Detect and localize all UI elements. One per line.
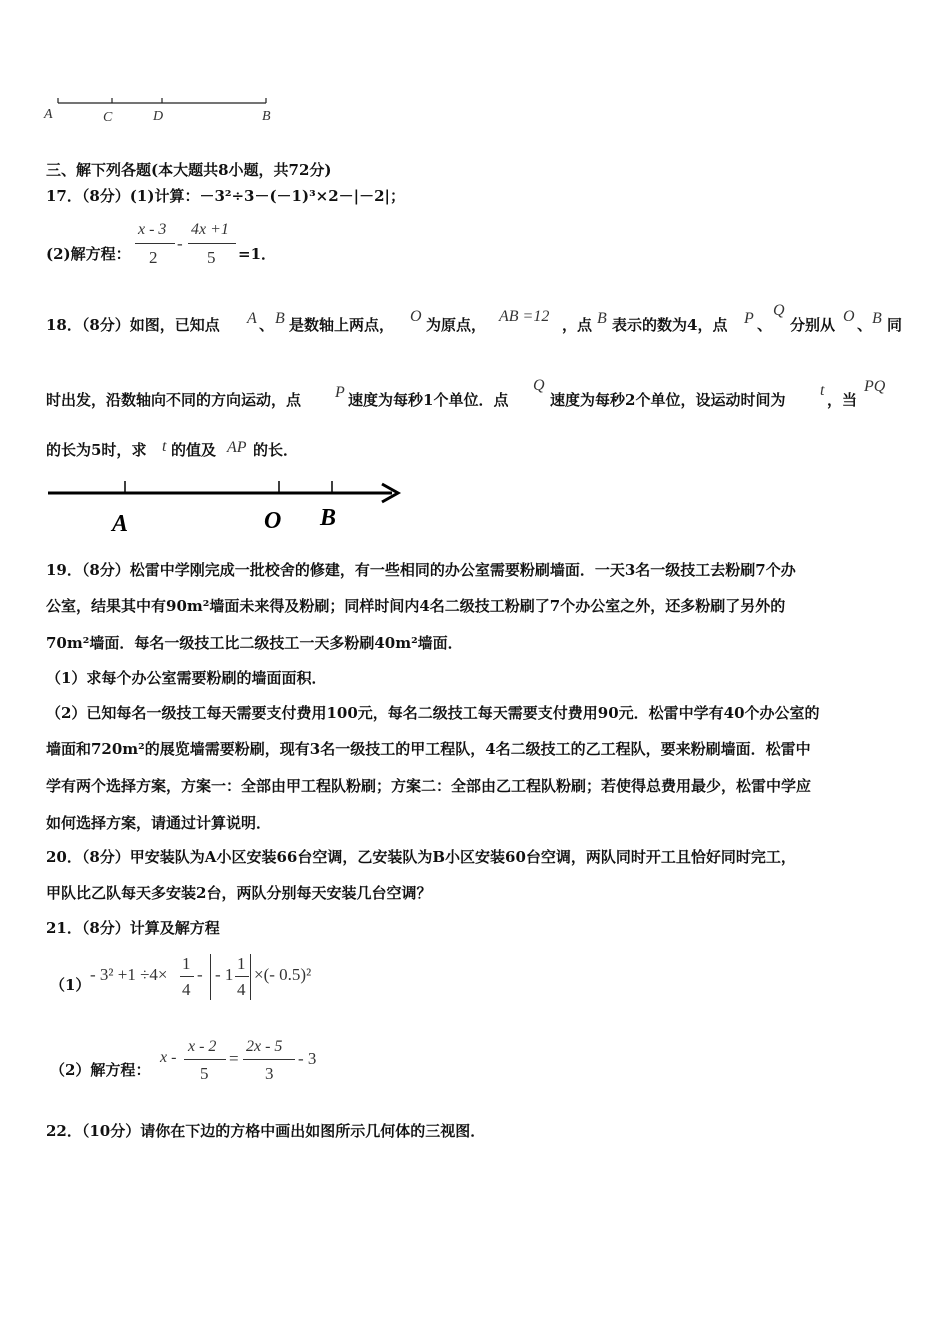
q18-sep3: 、 xyxy=(857,316,873,334)
q18-var-t2: t xyxy=(162,438,167,455)
q19-line: 19．（8分）松雷中学刚完成一批校舍的修建，有一些相同的办公室需要粉刷墙面．一天3名一级技工去粉刷7个办 xyxy=(46,561,796,579)
q18-point-a: A xyxy=(247,310,257,327)
q19-line: 如何选择方案，请通过计算说明． xyxy=(46,814,272,832)
q17-part2-label: (2)解方程： xyxy=(46,245,131,263)
q19-line: 70m²墙面．每名一级技工比二级技工一天多粉刷40m²墙面． xyxy=(46,634,463,652)
q21-p2-f2-den: 3 xyxy=(265,1064,274,1083)
q21-p2-f1-bar xyxy=(184,1059,226,1060)
q21-p2-f2-num: 2x - 5 xyxy=(246,1038,283,1055)
segment-figure xyxy=(40,92,280,132)
q18-point-q: Q xyxy=(773,302,785,319)
segment-label-a: A xyxy=(44,107,53,122)
q18-line1-e: 表示的数为4，点 xyxy=(612,316,728,334)
axis-label-o: O xyxy=(264,508,282,534)
q21-p1-abs-a: - 1 xyxy=(215,965,234,984)
q21-p1-abs-num: 1 xyxy=(237,954,246,973)
q18-sep2: 、 xyxy=(757,316,773,334)
q18-pq: PQ xyxy=(864,378,886,395)
q18-line1-c: 为原点， xyxy=(426,316,487,334)
q18-line3-c: 的长． xyxy=(253,441,299,459)
q21-p2-f1-num: x - 2 xyxy=(188,1038,217,1055)
q21-abs-left-bar xyxy=(210,954,211,1000)
q21-p2-eq: = xyxy=(229,1049,239,1068)
q21-title: 21．（8分）计算及解方程 xyxy=(46,919,220,937)
q17-minus: - xyxy=(177,234,183,253)
q18-line1-b: 是数轴上两点， xyxy=(289,316,395,334)
q21-part2-label: （2）解方程： xyxy=(50,1061,151,1079)
q20-line: 甲队比乙队每天多安装2台，两队分别每天安装几台空调？ xyxy=(46,884,432,902)
q19-line: 墙面和720m²的展览墙需要粉刷，现有3名一级技工的甲工程队，4名二级技工的乙工程队，要来粉刷墙面．松雷中 xyxy=(46,740,811,758)
q18-number-line xyxy=(40,476,410,538)
segment-label-c: C xyxy=(103,110,113,125)
q18-sep1: 、 xyxy=(259,316,275,334)
q17-frac2-den: 5 xyxy=(207,248,216,267)
q17-frac2-num: 4x +1 xyxy=(191,221,229,238)
q18-line3-b: 的值及 xyxy=(171,441,217,459)
q18-line1-a: 18．（8分）如图，已知点 xyxy=(46,316,220,334)
q19-line: （1）求每个办公室需要粉刷的墙面面积． xyxy=(46,669,327,687)
q21-p1-frac-bar xyxy=(180,976,194,977)
q17-frac2-bar xyxy=(188,243,236,244)
q19-line: 学有两个选择方案，方案一：全部由甲工程队粉刷；方案二：全部由乙工程队粉刷；若使得总费用最少，松雷中学应 xyxy=(46,777,812,795)
q17-frac1-num: x - 3 xyxy=(138,221,167,238)
q22-text: 22．（10分）请你在下边的方格中画出如图所示几何体的三视图． xyxy=(46,1122,486,1140)
q19-line: 公室，结果其中有90m²墙面未来得及粉刷；同样时间内4名二级技工粉刷了7个办公室之外，还多粉刷了另外的 xyxy=(46,597,786,615)
q18-point-p2: P xyxy=(335,384,345,401)
q17-part1: 17．（8分）(1)计算：－3²÷3－(－1)³×2－|－2|； xyxy=(46,187,406,205)
q21-abs-right-bar xyxy=(250,954,251,1000)
axis-label-a: A xyxy=(112,511,129,537)
q18-point-q2: Q xyxy=(533,377,545,394)
section-heading: 三、解下列各题(本大题共8小题，共72分) xyxy=(46,161,332,179)
q21-p1-minus: - xyxy=(197,965,203,984)
segment-label-d: D xyxy=(153,109,164,124)
q21-p2-f2-bar xyxy=(243,1059,295,1060)
axis-label-b: B xyxy=(320,505,337,531)
q17-equals: =1． xyxy=(238,245,277,263)
q18-var-t: t xyxy=(820,382,825,399)
q19-line: （2）已知每名一级技工每天需要支付费用100元，每名二级技工每天需要支付费用90元．松雷中学有40个办公室的 xyxy=(46,704,820,722)
q18-point-b2: B xyxy=(597,310,607,327)
q21-p1-frac-den: 4 xyxy=(182,980,191,999)
q18-point-o2: O xyxy=(843,308,855,325)
q21-p2-x: x - xyxy=(160,1049,177,1066)
q18-ab-expr: AB =12 xyxy=(499,308,550,325)
q18-line2-a: 时出发，沿数轴向不同的方向运动，点 xyxy=(46,391,302,409)
q18-line2-d: ，当 xyxy=(827,391,858,409)
q18-line1-f: 分别从 xyxy=(790,316,836,334)
q21-p1-abs-den: 4 xyxy=(237,980,246,999)
q18-line1-d: ，点 xyxy=(562,316,593,334)
q21-part1-label: （1） xyxy=(50,976,91,994)
q18-point-b3: B xyxy=(872,310,882,327)
q21-p1-abs-frac-bar xyxy=(235,976,249,977)
q17-frac1-bar xyxy=(135,243,175,244)
q18-ap: AP xyxy=(227,439,247,456)
q18-point-p: P xyxy=(744,310,754,327)
q21-p1-expr-c: ×(- 0.5)² xyxy=(254,965,312,984)
q21-p1-expr-a: - 3² +1 ÷4× xyxy=(90,965,168,984)
q21-p2-f1-den: 5 xyxy=(200,1064,209,1083)
q20-line: 20．（8分）甲安装队为A小区安装66台空调，乙安装队为B小区安装60台空调，两队同时开工且恰好同时完工， xyxy=(46,848,796,866)
q18-line1-g: 同 xyxy=(887,316,903,334)
q18-point-b: B xyxy=(275,310,285,327)
q18-line3-a: 的长为5时，求 xyxy=(46,441,147,459)
q18-point-o: O xyxy=(410,308,422,325)
segment-label-b: B xyxy=(262,109,271,124)
q21-p2-tail: - 3 xyxy=(298,1049,317,1068)
q17-frac1-den: 2 xyxy=(149,248,158,267)
q21-p1-frac-num: 1 xyxy=(182,954,191,973)
q18-line2-c: 速度为每秒2个单位，设运动时间为 xyxy=(550,391,786,409)
q18-line2-b: 速度为每秒1个单位．点 xyxy=(348,391,509,409)
